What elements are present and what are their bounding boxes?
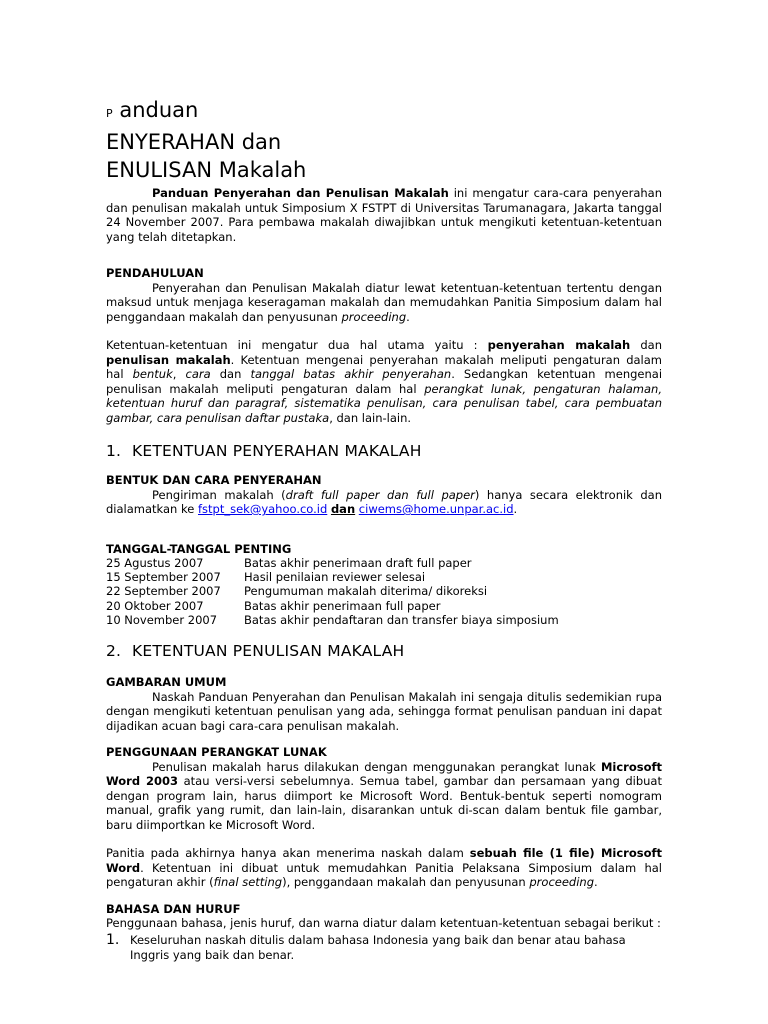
section-1-heading: 1. KETENTUAN PENYERAHAN MAKALAH (106, 442, 422, 460)
panitia-paragraph: Panitia pada akhirnya hanya akan menerima naskah dalam sebuah file (1 file) Microsoft Word. Ketentuan ini dibuat untuk memudahkan Panitia Pelaksana Simposium dalam hal pengaturan akhir (final setting), penggandaan makalah dan penyusunan proceeding. (106, 846, 662, 890)
date-row: 10 November 2007 Batas akhir pendaftaran dan transfer biaya simposium (106, 612, 559, 627)
section-2-heading: 2. KETENTUAN PENULISAN MAKALAH (106, 642, 405, 661)
bahasa-paragraph: Penggunaan bahasa, jenis huruf, dan warna diatur dalam ketentuan-ketentuan sebagai berikut : (106, 916, 661, 931)
date-row: 20 Oktober 2007 Batas akhir penerimaan full paper (106, 598, 441, 613)
dan-word: dan (330, 502, 356, 516)
perangkat-paragraph: Penulisan makalah harus dilakukan dengan menggunakan perangkat lunak Microsoft Word 2003 atau versi-versi sebelumnya. Semua tabel, gambar dan persamaan yang dibuat dengan program lain, harus diimport ke Microsoft Word. Bentuk-bentuk seperti nomogram manual, grafik yang rumit, dan lain-lain, disarankan untuk di-scan dalam bentuk file gambar, baru diimportkan ke Microsoft Word. (106, 759, 662, 832)
tanggal-heading: TANGGAL-TANGGAL PENTING (106, 541, 292, 556)
document-title (106, 96, 662, 184)
pendahuluan-paragraph-1: Penyerahan dan Penulisan Makalah diatur lewat ketentuan-ketentuan tertentu dengan maksud untuk menjaga keseragaman makalah dan memudahkan Panitia Simposium dalam hal penggandaan makalah dan penyusunan proceeding. (106, 280, 662, 324)
date-row: 15 September 2007 Hasil penilaian reviewer selesai (106, 570, 426, 585)
gambaran-heading: GAMBARAN UMUM (106, 675, 227, 690)
bentuk-paragraph: Pengiriman makalah (draft full paper dan full paper) hanya secara elektronik dan dialamatkan ke fstpt_sek@yahoo.co.id dan ciwems@home.unpar.ac.id. (106, 487, 662, 516)
title-line-3: ENULISAN Makalah (106, 158, 307, 182)
pendahuluan-heading: PENDAHULUAN (106, 266, 204, 280)
date-row: 25 Agustus 2007 Batas akhir penerimaan draft full paper (106, 556, 472, 570)
bentuk-heading: BENTUK DAN CARA PENYERAHAN (106, 473, 322, 487)
important-dates-table (106, 556, 559, 627)
title-line-2: ENYERAHAN dan (106, 130, 282, 154)
bahasa-heading: BAHASA DAN HURUF (106, 901, 241, 916)
pendahuluan-paragraph-2: Ketentuan-ketentuan ini mengatur dua hal utama yaitu : penyerahan makalah dan penulisan makalah. Ketentuan mengenai penyerahan makalah meliputi pengaturan dalam hal bentuk, cara dan tanggal batas akhir penyerahan. Sedangkan ketentuan mengenai penulisan makalah meliputi pengaturan dalam hal perangkat lunak, pengaturan halaman, ketentuan huruf dan paragraf, sistematika penulisan, cara penulisan tabel, cara pembuatan gambar, cara penulisan daftar pustaka, dan lain-lain. (106, 338, 663, 425)
date-row: 22 September 2007 Pengumuman makalah diterima/ dikoreksi (106, 584, 488, 599)
email-link-fstpt[interactable]: fstpt_sek@yahoo.co.id (197, 502, 328, 516)
title-line-1: P anduan (106, 98, 199, 122)
intro-paragraph: Panduan Penyerahan dan Penulisan Makalah ini mengatur cara-cara penyerahan dan penulisan makalah untuk Simposium X FSTPT di Universitas Tarumanagara, Jakarta tanggal 24 November 2007. Para pembawa makalah diwajibkan untuk mengikuti ketentuan-ketentuan yang telah ditetapkan. (106, 186, 662, 244)
email-link-ciwems[interactable]: ciwems@home.unpar.ac.id (358, 502, 514, 516)
perangkat-heading: PENGGUNAAN PERANGKAT LUNAK (106, 745, 327, 760)
list-item: 1. Keseluruhan naskah ditulis dalam bahasa Indonesia yang baik dan benar atau bahasa Inggris yang baik dan benar. (106, 931, 626, 963)
document-page (106, 96, 662, 964)
gambaran-paragraph: Naskah Panduan Penyerahan dan Penulisan Makalah ini sengaja ditulis sedemikian rupa dengan mengikuti ketentuan penulisan yang ada, sehingga format penulisan panduan ini dapat dijadikan acuan bagi cara-cara penulisan makalah. (106, 689, 662, 733)
